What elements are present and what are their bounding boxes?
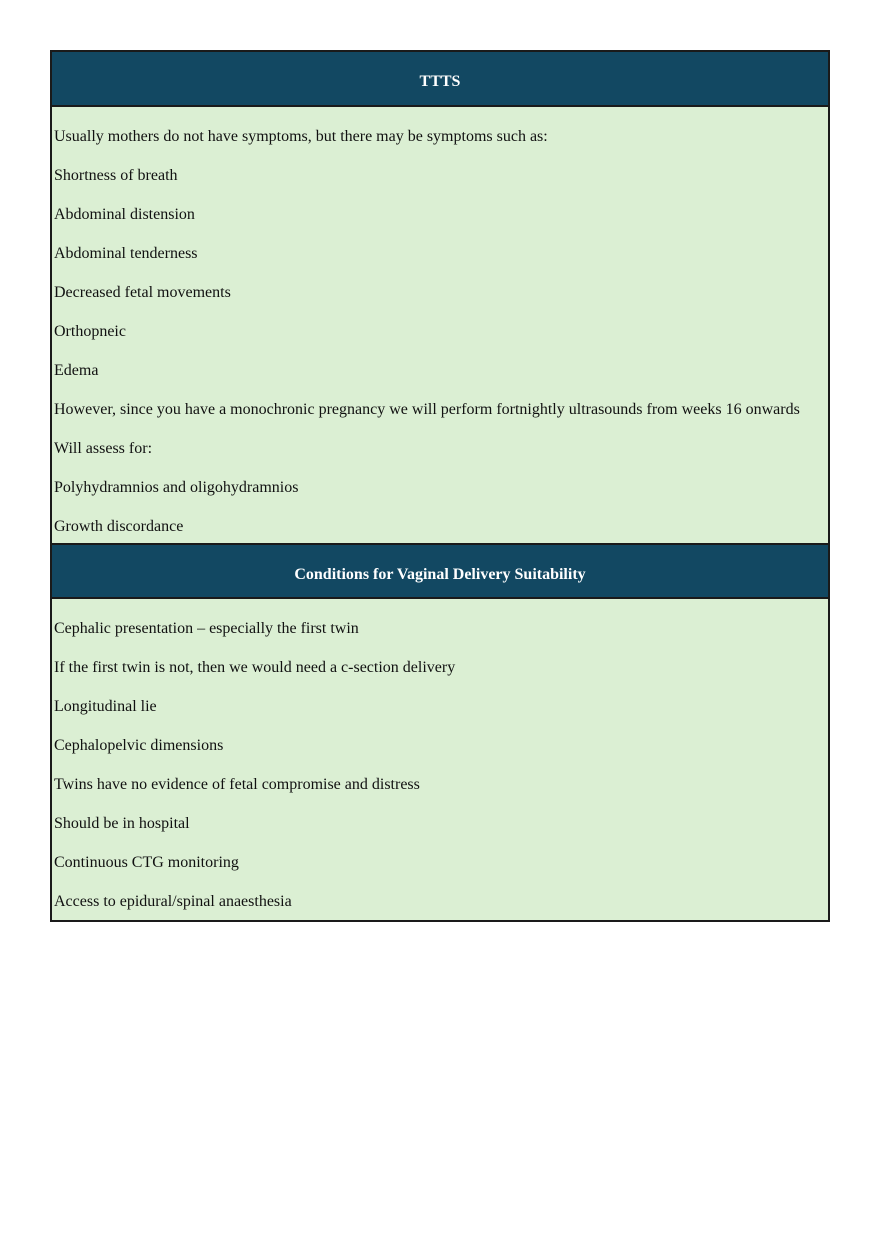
body-line: Edema xyxy=(54,362,99,379)
body-line: Twins have no evidence of fetal compromise and distress xyxy=(54,776,420,793)
body-line: If the first twin is not, then we would need a c-section delivery xyxy=(54,659,456,676)
body-line: Orthopneic xyxy=(54,323,126,340)
body-line: However, since you have a monochronic pregnancy we will perform fortnightly ultrasounds from weeks 16 onwards xyxy=(54,401,800,418)
body-line: Polyhydramnios and oligohydramnios xyxy=(54,479,299,496)
body-line: Will assess for: xyxy=(54,440,153,457)
body-line: Growth discordance xyxy=(54,518,184,535)
body-line: Abdominal distension xyxy=(54,206,195,223)
section-body-vaginal-delivery xyxy=(52,599,828,920)
body-line: Cephalic presentation – especially the first twin xyxy=(54,620,359,637)
body-line: Usually mothers do not have symptoms, but there may be symptoms such as: xyxy=(54,128,548,145)
section-header-vaginal-delivery: Conditions for Vaginal Delivery Suitability xyxy=(52,543,828,599)
body-line: Should be in hospital xyxy=(54,815,190,832)
body-line: Shortness of breath xyxy=(54,167,178,184)
section-header-ttts: TTTS xyxy=(52,52,828,107)
body-line: Abdominal tenderness xyxy=(54,245,198,262)
body-line: Cephalopelvic dimensions xyxy=(54,737,224,754)
section-body-ttts xyxy=(52,107,828,543)
body-line: Access to epidural/spinal anaesthesia xyxy=(54,893,292,910)
body-line: Continuous CTG monitoring xyxy=(54,854,239,871)
body-line: Longitudinal lie xyxy=(54,698,157,715)
info-table xyxy=(50,50,830,922)
body-line: Decreased fetal movements xyxy=(54,284,231,301)
